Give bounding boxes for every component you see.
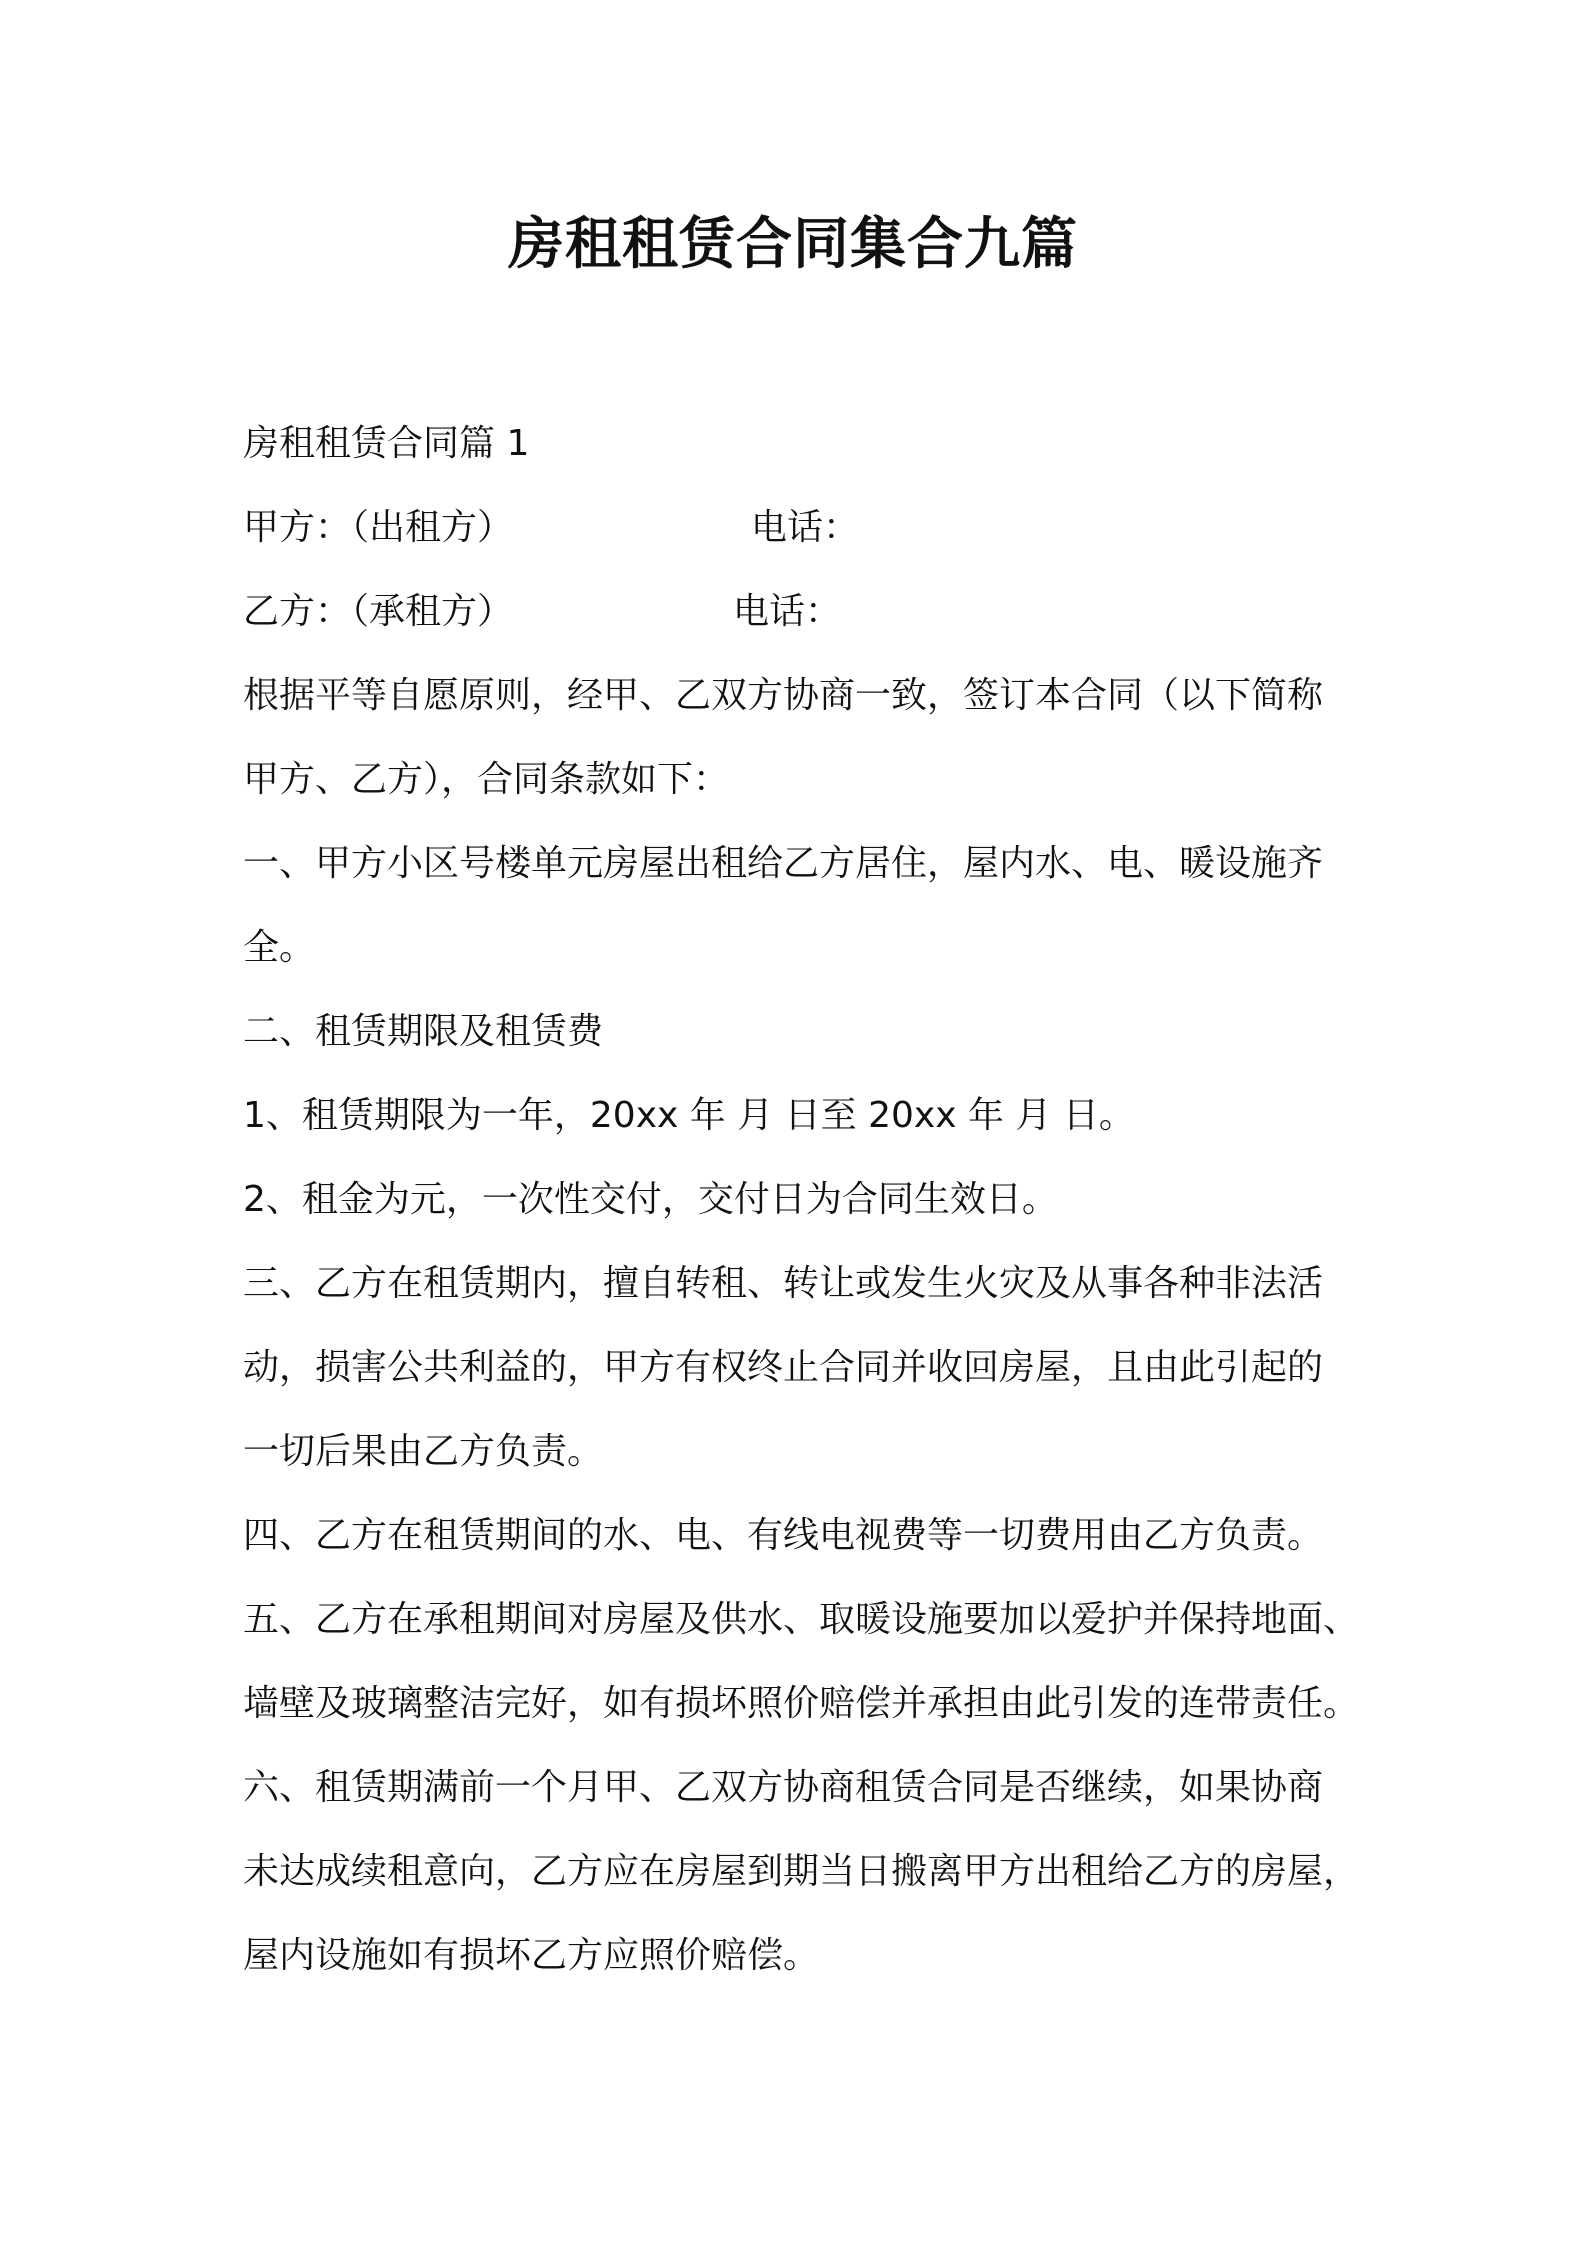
party-b-phone-label: 电话： bbox=[733, 591, 842, 632]
paragraph-line: 根据平等自愿原则，经甲、乙双方协商一致，签订本合同（以下简称 bbox=[243, 675, 1324, 716]
party-b-line bbox=[243, 570, 1373, 654]
clause-5-line: 墙壁及玻璃整洁完好，如有损坏照价赔偿并承担由此引发的连带责任。 bbox=[243, 1683, 1360, 1724]
document-title: 房租租赁合同集合九篇 bbox=[508, 212, 1078, 277]
document-body bbox=[243, 402, 1373, 1998]
clause-5-line: 五、乙方在承租期间对房屋及供水、取暖设施要加以爱护并保持地面、 bbox=[243, 1599, 1360, 1640]
party-a-line bbox=[243, 486, 1373, 570]
clause-6-line: 未达成续租意向，乙方应在房屋到期当日搬离甲方出租给乙方的房屋， bbox=[243, 1851, 1360, 1892]
clause-6-line: 屋内设施如有损坏乙方应照价赔偿。 bbox=[243, 1935, 820, 1976]
clause-4-line: 四、乙方在租赁期间的水、电、有线电视费等一切费用由乙方负责。 bbox=[243, 1515, 1324, 1556]
clause-3-line: 一切后果由乙方负责。 bbox=[243, 1431, 604, 1472]
clause-6-line: 六、租赁期满前一个月甲、乙双方协商租赁合同是否继续，如果协商 bbox=[243, 1767, 1324, 1808]
clause-3-line: 三、乙方在租赁期内，擅自转租、转让或发生火灾及从事各种非法活 bbox=[243, 1263, 1324, 1304]
clause-2-item-1: 1、租赁期限为一年，20xx 年 月 日至 20xx 年 月 日。 bbox=[243, 1095, 1135, 1136]
clause-3-line: 动，损害公共利益的，甲方有权终止合同并收回房屋，且由此引起的 bbox=[243, 1347, 1324, 1388]
party-b-label: 乙方：（承租方） bbox=[243, 591, 514, 632]
party-a-label: 甲方：（出租方） bbox=[243, 507, 514, 548]
clause-2-item-2: 2、租金为元，一次性交付，交付日为合同生效日。 bbox=[243, 1179, 1058, 1220]
clause-2-heading: 二、租赁期限及租赁费 bbox=[243, 1011, 604, 1052]
paragraph-line: 甲方、乙方），合同条款如下： bbox=[243, 759, 730, 800]
clause-1-line: 一、甲方小区号楼单元房屋出租给乙方居住，屋内水、电、暖设施齐 bbox=[243, 843, 1324, 884]
section-heading: 房租租赁合同篇 1 bbox=[243, 423, 530, 464]
party-a-phone-label: 电话： bbox=[751, 507, 860, 548]
clause-1-line: 全。 bbox=[243, 927, 316, 968]
